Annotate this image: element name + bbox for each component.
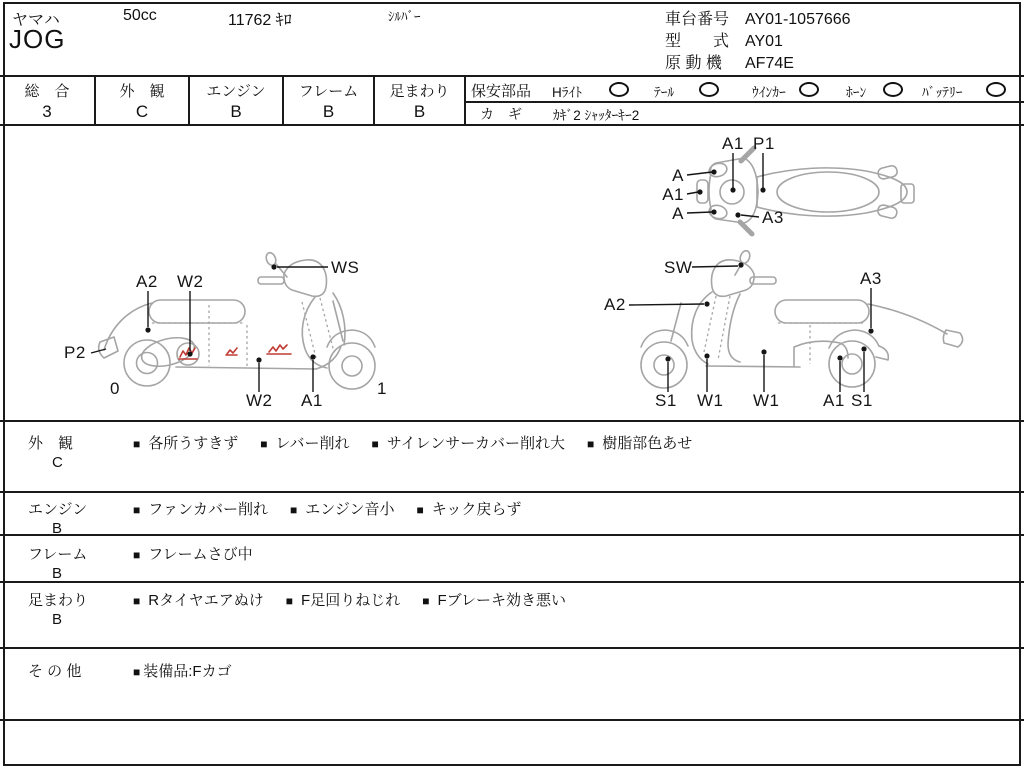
diagram-label: A [672,204,684,223]
grade-exterior [96,77,190,124]
diagram-label: A3 [762,208,784,227]
safety-title: 保安部品 [471,83,532,100]
note-item-text: レバー削れ [275,435,350,452]
body-color: ｼﾙﾊﾞｰ [388,9,421,24]
battery-status-circle [986,82,1006,97]
note-row-other [0,649,1024,721]
diagram-label: A3 [860,269,882,288]
grade-undercarriage-label: 足まわり [389,83,450,100]
note-items [133,543,253,564]
note-label: エンジン [28,501,88,518]
note-label: フレーム [28,546,88,563]
scooter-diagrams [0,126,1024,420]
grade-total [0,77,96,124]
bullet-icon: ■ [422,594,430,608]
type-label: 型 式 [665,33,730,50]
bullet-icon: ■ [285,594,294,608]
type-number: AY01 [745,33,783,50]
engine-label: 原 動 機 [665,55,722,72]
note-item-text: Rタイヤエアぬけ [148,592,264,609]
mileage: 11762 ｷﾛ [228,12,292,29]
taillight-label: ﾃｰﾙ [654,85,675,100]
bullet-icon: ■ [289,503,298,517]
header [0,0,1024,77]
scooter-left-view-panel-lines [152,298,334,366]
note-grade: B [52,611,63,628]
type-row [665,28,783,51]
note-row-undercarriage [0,583,1024,649]
grade-engine-label: エンジン [206,83,266,100]
horn-status-circle [883,82,903,97]
diagram-label: P1 [753,134,775,153]
diagram-label: A1 [722,134,744,153]
note-items [133,589,566,610]
chassis-number: AY01-1057666 [745,11,851,28]
diagram-label: A2 [136,272,158,291]
diagram-label: P2 [64,343,86,362]
chassis-label: 車台番号 [665,11,730,28]
grade-engine-value: B [230,102,242,121]
scooter-left-view-dots [145,264,315,362]
note-item-text: 樹脂部色あせ [602,435,693,452]
diagram-label: W1 [697,391,724,410]
engine-row [665,50,794,73]
bullet-icon: ■ [133,503,141,517]
diagram-label: A1 [301,391,323,410]
diagram-label: W1 [753,391,780,410]
note-item-text: エンジン音小 [305,501,395,518]
scooter-top-view-pointers [687,153,763,217]
bullet-icon: ■ [371,437,379,451]
diagram-label: W2 [246,391,273,410]
safety-parts-box [466,77,1024,124]
note-item-text: ファンカバー削れ [148,501,268,518]
grade-frame-label: フレーム [298,83,359,100]
note-grade: B [52,565,63,582]
diagram-label: 0 [110,379,120,398]
diagram-label: A1 [662,185,684,204]
grade-frame-value: B [322,102,335,121]
note-item-text: キック戻らず [431,501,522,518]
scooter-right-view-pointers [629,266,871,392]
horn-label: ﾎｰﾝ [846,85,867,100]
maker-name: ヤマハ [12,12,60,29]
headlight-label: Hﾗｲﾄ [552,85,582,100]
grade-engine [190,77,284,124]
grade-undercarriage [375,77,466,124]
note-label: 外 観 [28,435,74,452]
note-item-text: F足回りねじれ [301,592,401,609]
note-label: 足まわり [28,592,89,609]
note-row-empty [0,721,1024,764]
bullet-icon: ■ [416,503,424,517]
engine-number: AF74E [745,55,794,72]
note-row-engine [0,493,1024,536]
winker-status-circle [799,82,819,97]
note-items [133,660,232,681]
note-item-text: Fブレーキ効き悪い [437,592,567,609]
note-item-text: 装備品:Fカゴ [143,663,232,680]
note-items [133,432,692,453]
bullet-icon: ■ [133,548,141,562]
note-item-text: フレームさび中 [148,546,253,563]
diagram-label: A [672,166,684,185]
grade-frame [284,77,375,124]
diagram-label: A2 [604,295,626,314]
key-row [466,103,1024,124]
diagram-label: 1 [377,379,387,398]
safety-parts-row [466,77,1024,103]
bullet-icon: ■ [260,437,268,451]
taillight-status-circle [699,82,719,97]
bullet-icon: ■ [133,594,141,608]
note-grade: B [52,520,63,537]
diagram-label: A1 [823,391,845,410]
key-label: カ ギ [480,106,522,122]
battery-label: ﾊﾞｯﾃﾘｰ [922,85,963,100]
note-row-exterior [0,422,1024,493]
grade-total-label: 総 合 [24,83,70,100]
note-grade: C [52,454,63,471]
grade-undercarriage-value: B [413,102,426,121]
note-row-frame [0,536,1024,583]
key-value: ｶｷﾞ2 ｼｬｯﾀｰｷｰ2 [553,108,640,123]
diagram-label: SW [664,258,693,277]
headlight-status-circle [609,82,629,97]
diagram-label: S1 [655,391,677,410]
winker-label: ｳｲﾝｶｰ [752,85,786,100]
grade-exterior-label: 外 観 [119,83,165,100]
scooter-top-view-labels [662,134,784,227]
note-item-text: 各所うすきず [148,435,239,452]
scooter-top-view-sketch [697,148,914,234]
grade-exterior-value: C [135,102,149,121]
chassis-row [665,6,851,29]
diagram-label: WS [331,258,360,277]
diagram-label: S1 [851,391,873,410]
grade-total-value: 3 [42,102,52,121]
diagram-label: W2 [177,272,204,291]
bullet-icon: ■ [587,437,595,451]
scooter-right-view-panel-lines [704,296,866,364]
bullet-icon: ■ [133,665,141,679]
bullet-icon: ■ [133,437,141,451]
note-item-text: サイレンサーカバー削れ大 [386,435,565,452]
damage-diagram-panel [0,126,1024,422]
grade-row [0,77,1024,126]
model-name: JOG [9,24,66,54]
displacement: 50cc [123,7,157,24]
note-label: そ の 他 [28,663,82,680]
note-items [133,498,521,519]
